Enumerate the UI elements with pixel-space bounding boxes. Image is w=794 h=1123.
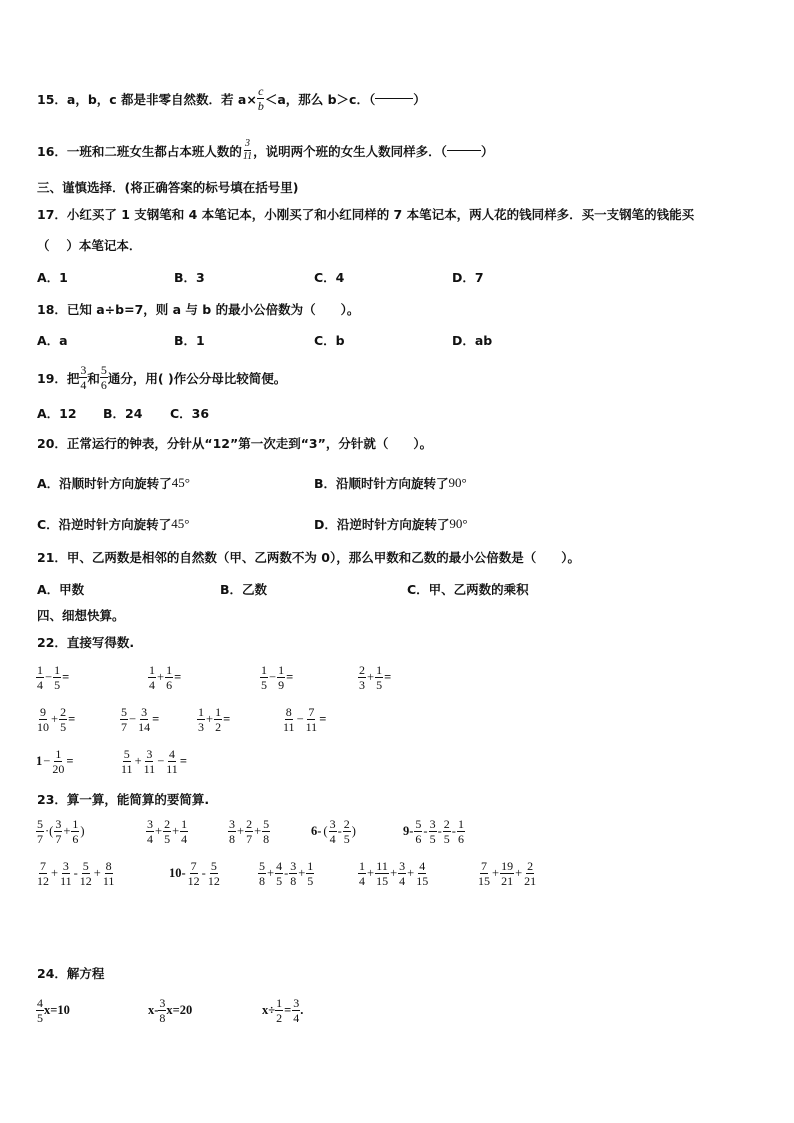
option-a[interactable]: A．甲数: [37, 582, 85, 597]
section-4-title: 四、细想快算。: [37, 608, 125, 623]
option-b[interactable]: B．1: [174, 333, 205, 348]
option-d[interactable]: D．7: [452, 270, 484, 285]
option-d[interactable]: D．ab: [452, 333, 493, 348]
question-18: 18．已知 a÷b=7，则 a 与 b 的最小公倍数为（ ）。: [37, 302, 360, 317]
option-a[interactable]: A．1: [37, 270, 68, 285]
expression: 1 3 + $\frac{1}{2}$ =: [198, 705, 231, 734]
expression: 3 8 + $\frac{2}{7}$ + $\frac{5}{8}$: [229, 817, 270, 846]
expression: 1 4 + $\frac{11}{15}$ + $\frac{3}{4}$ + $\frac{4}{15}$: [359, 859, 429, 888]
option-a[interactable]: A．12: [37, 406, 77, 421]
fraction: 3 4: [80, 363, 87, 392]
expression: 8 11 − $\frac{7}{11}$ =: [283, 705, 327, 734]
question-16: 16．一班和二班女生都占本班人数的 3 11 ，说明两个班的女生人数同样多．（ ）: [37, 138, 494, 162]
expression: 5 11 + $\frac{3}{11}$ − $\frac{4}{11}$ =: [121, 747, 187, 776]
option-b[interactable]: B．乙数: [220, 582, 268, 597]
expression: 1 4 − $\frac{1}{5}$ =: [37, 663, 70, 692]
option-c[interactable]: C．沿逆时针方向旋转了 45°: [37, 516, 190, 532]
option-a[interactable]: A．沿顺时针方向旋转了 45°: [37, 475, 190, 491]
expression: 6- ( 3 4 - 2 5 ): [311, 817, 356, 846]
fraction: 5 6: [100, 363, 107, 392]
question-23-title: 23．算一算，能简算的要简算.: [37, 792, 210, 807]
question-24-title: 24．解方程: [37, 966, 105, 981]
equation: x- 3 8 x=20: [148, 996, 193, 1025]
expression: 2 3 + $\frac{1}{5}$ =: [359, 663, 392, 692]
expression: 5 7 − $\frac{3}{14}$ =: [121, 705, 160, 734]
expression: 3 4 + $\frac{2}{5}$ + $\frac{1}{4}$: [147, 817, 188, 846]
question-17-line2: （ ）本笔记本．: [37, 238, 142, 253]
question-22-title: 22．直接写得数.: [37, 635, 135, 650]
expression: 7 15 + $\frac{19}{21}$ + $\frac{2}{21}$: [478, 859, 537, 888]
expression: 9- 5 6 - 3 5 - 2 5 - 1 6: [403, 817, 464, 846]
expression: 5 7 ·( 3 7 + $\frac{1}{6}$ ): [37, 817, 85, 846]
expression: 1 4 + $\frac{1}{6}$ =: [149, 663, 182, 692]
expression: 1 − $\frac{1}{20}$ =: [36, 747, 74, 776]
equation: x÷ $\frac{1}{2}$ = $\frac{3}{4}$ .: [262, 996, 304, 1025]
option-c[interactable]: C．36: [170, 406, 210, 421]
option-b[interactable]: B．沿顺时针方向旋转了 90°: [314, 475, 467, 491]
expression: 5 8 + $\frac{4}{5}$ - 3 8 + $\frac{1}{5}$: [259, 859, 314, 888]
expression: 7 12 + $\frac{3}{11}$ - 5 12 + $\frac{8}{11}$: [37, 859, 115, 888]
fraction-3-over-11: 3 11: [242, 138, 253, 162]
section-3-title: 三、谨慎选择．(将正确答案的标号填在括号里): [37, 180, 299, 195]
question-15: 15．a，b，c 都是非零自然数．若 a× $\frac{c}{b}$ ＜a，那么 b＞c．（ ）: [37, 84, 426, 113]
question-17-line1: 17．小红买了 1 支钢笔和 4 本笔记本，小刚买了和小红同样的 7 本笔记本，两人花的钱同样多．买一支钢笔的钱能买: [37, 207, 695, 222]
option-c[interactable]: C．b: [314, 333, 345, 348]
option-b[interactable]: B．24: [103, 406, 143, 421]
answer-blank[interactable]: [447, 150, 481, 151]
fraction-c-over-b: $\frac{c}{b}$: [257, 84, 264, 113]
answer-blank[interactable]: [375, 98, 413, 99]
expression: 1 5 − $\frac{1}{9}$ =: [261, 663, 294, 692]
option-d[interactable]: D．沿逆时针方向旋转了 90°: [314, 516, 468, 532]
option-c[interactable]: C．甲、乙两数的乘积: [407, 582, 529, 597]
question-20: 20．正常运行的钟表，分针从“12”第一次走到“3”，分针就（ ）。: [37, 436, 433, 451]
question-21: 21．甲、乙两数是相邻的自然数（甲、乙两数不为 0），那么甲数和乙数的最小公倍数是（ ）。: [37, 550, 580, 565]
expression: 10- 7 12 - 5 12: [169, 859, 220, 888]
equation: 4 5 x=10: [37, 996, 70, 1025]
option-a[interactable]: A．a: [37, 333, 68, 348]
expression: 9 10 + $\frac{2}{5}$ =: [37, 705, 76, 734]
question-19: 19．把 3 4 和 5 6 通分，用( )作公分母比较简便。: [37, 363, 287, 392]
option-c[interactable]: C．4: [314, 270, 345, 285]
option-b[interactable]: B．3: [174, 270, 205, 285]
